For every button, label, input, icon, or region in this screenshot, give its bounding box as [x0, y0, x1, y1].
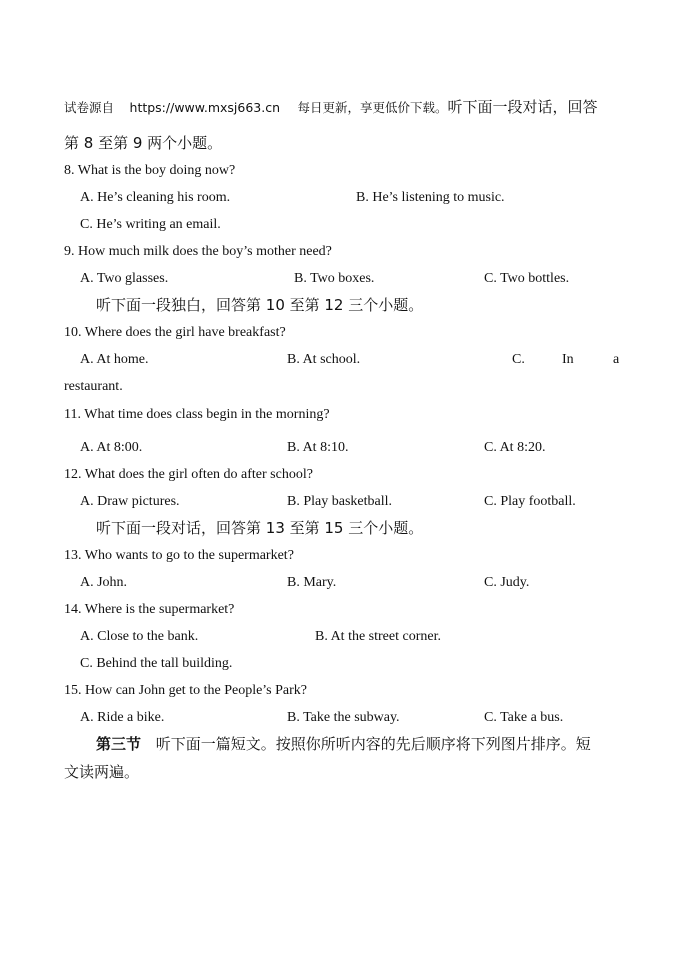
q14-option-a: A. Close to the bank. — [80, 629, 199, 644]
q9-option-a: A. Two glasses. — [80, 271, 169, 286]
section-3-text-b: 文读两遍。 — [64, 763, 140, 781]
q9-option-c: C. Two bottles. — [484, 271, 570, 286]
q9-option-b: B. Two boxes. — [294, 271, 375, 286]
instruction-1a: 听下面一段对话，回答 — [447, 98, 598, 116]
q10-option-b: B. At school. — [287, 352, 361, 367]
q10-option-c-letter: C. — [512, 352, 525, 367]
section-3-text-a: 听下面一篇短文。按照你所听内容的先后顺序将下列图片排序。短 — [155, 735, 591, 753]
header-slogan: 每日更新，享更低价下载。 — [297, 100, 448, 115]
q8-option-c: C. He’s writing an email. — [80, 217, 221, 232]
question-14: 14. Where is the supermarket? — [64, 602, 235, 617]
q12-option-c: C. Play football. — [484, 494, 576, 509]
section-3-label: 第三节 — [96, 735, 142, 753]
question-13: 13. Who wants to go to the supermarket? — [64, 548, 294, 563]
q12-option-b: B. Play basketball. — [287, 494, 392, 509]
q10-option-a: A. At home. — [80, 352, 149, 367]
q10-option-c-word1: In — [562, 352, 574, 367]
question-10: 10. Where does the girl have breakfast? — [64, 325, 286, 340]
q13-option-a: A. John. — [80, 575, 128, 590]
q12-option-a: A. Draw pictures. — [80, 494, 180, 509]
q8-option-a: A. He’s cleaning his room. — [80, 190, 231, 205]
q14-option-b: B. At the street corner. — [315, 629, 441, 644]
q15-option-a: A. Ride a bike. — [80, 710, 165, 725]
q13-option-c: C. Judy. — [484, 575, 530, 590]
header-url[interactable]: https://www.mxsj663.cn — [129, 100, 281, 115]
section-3-line1 — [96, 735, 591, 753]
q11-option-b: B. At 8:10. — [287, 440, 349, 455]
q11-option-c: C. At 8:20. — [484, 440, 546, 455]
q14-option-c: C. Behind the tall building. — [80, 656, 233, 671]
q10-option-c-word2: a — [613, 352, 620, 367]
question-12: 12. What does the girl often do after school? — [64, 467, 313, 482]
question-11: 11. What time does class begin in the morning? — [64, 407, 330, 422]
question-8: 8. What is the boy doing now? — [64, 163, 236, 178]
header-line — [64, 98, 598, 118]
instruction-2: 听下面一段独白，回答第 10 至第 12 三个小题。 — [96, 296, 424, 314]
q8-option-b: B. He’s listening to music. — [356, 190, 505, 205]
question-9: 9. How much milk does the boy’s mother need? — [64, 244, 332, 259]
question-15: 15. How can John get to the People’s Park? — [64, 683, 308, 698]
q13-option-b: B. Mary. — [287, 575, 337, 590]
q15-option-c: C. Take a bus. — [484, 710, 564, 725]
q10-option-c-word3: restaurant. — [64, 379, 123, 394]
instruction-3: 听下面一段对话，回答第 13 至第 15 三个小题。 — [96, 519, 424, 537]
q11-option-a: A. At 8:00. — [80, 440, 143, 455]
q15-option-b: B. Take the subway. — [287, 710, 400, 725]
instruction-1b: 第 8 至第 9 两个小题。 — [64, 134, 223, 152]
header-source: 试卷源自 — [64, 100, 115, 115]
